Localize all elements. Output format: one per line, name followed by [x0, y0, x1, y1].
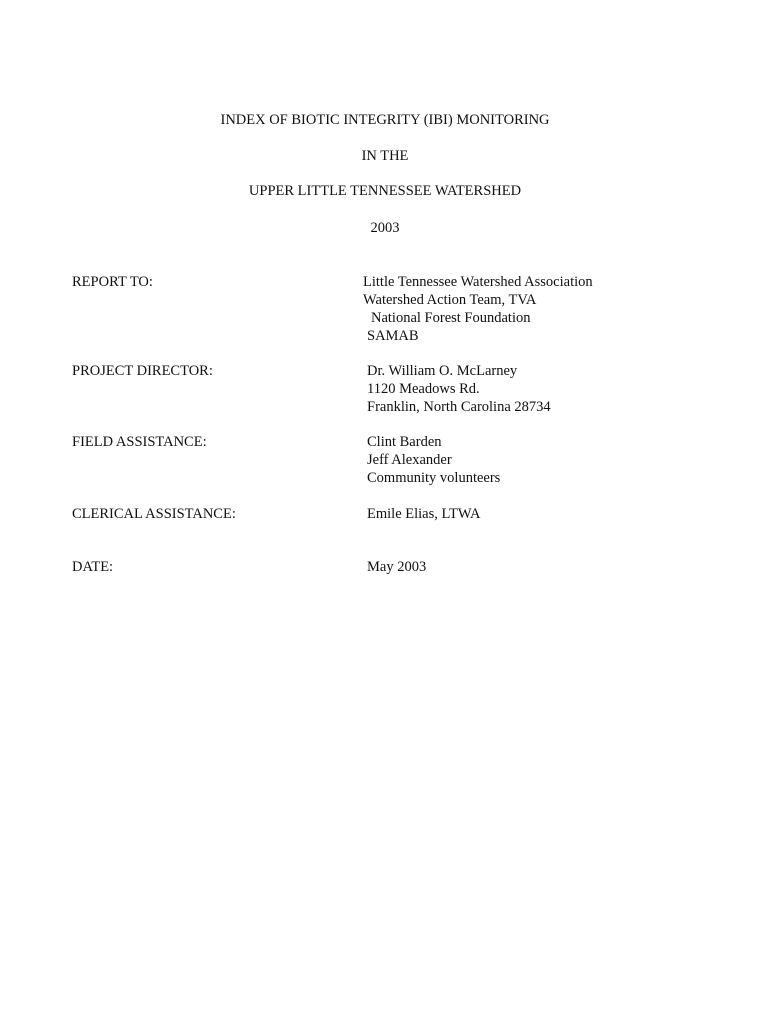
report-to-line-3: National Forest Foundation — [371, 310, 531, 326]
report-to-line-4: SAMAB — [367, 328, 419, 344]
report-to-line-1: Little Tennessee Watershed Association — [363, 274, 593, 290]
title-line-2: IN THE — [361, 148, 409, 164]
report-to-line-2: Watershed Action Team, TVA — [363, 292, 537, 308]
field-assistance-label: FIELD ASSISTANCE: — [72, 434, 207, 450]
project-director-line-3: Franklin, North Carolina 28734 — [367, 399, 551, 415]
field-assistance-line-3: Community volunteers — [367, 470, 501, 486]
title-year: 2003 — [370, 220, 400, 236]
clerical-assistance-label: CLERICAL ASSISTANCE: — [72, 506, 236, 522]
title-line-3: UPPER LITTLE TENNESSEE WATERSHED — [248, 183, 522, 199]
project-director-line-1: Dr. William O. McLarney — [367, 363, 518, 379]
field-assistance-line-2: Jeff Alexander — [367, 452, 452, 468]
date-label: DATE: — [72, 559, 114, 575]
field-assistance-line-1: Clint Barden — [367, 434, 442, 450]
date-value: May 2003 — [367, 559, 427, 575]
report-to-label: REPORT TO: — [72, 274, 153, 290]
clerical-assistance-line-1: Emile Elias, LTWA — [367, 506, 481, 522]
project-director-line-2: 1120 Meadows Rd. — [367, 381, 480, 397]
title-line-1: INDEX OF BIOTIC INTEGRITY (IBI) MONITORING — [220, 112, 550, 128]
project-director-label: PROJECT DIRECTOR: — [72, 363, 213, 379]
